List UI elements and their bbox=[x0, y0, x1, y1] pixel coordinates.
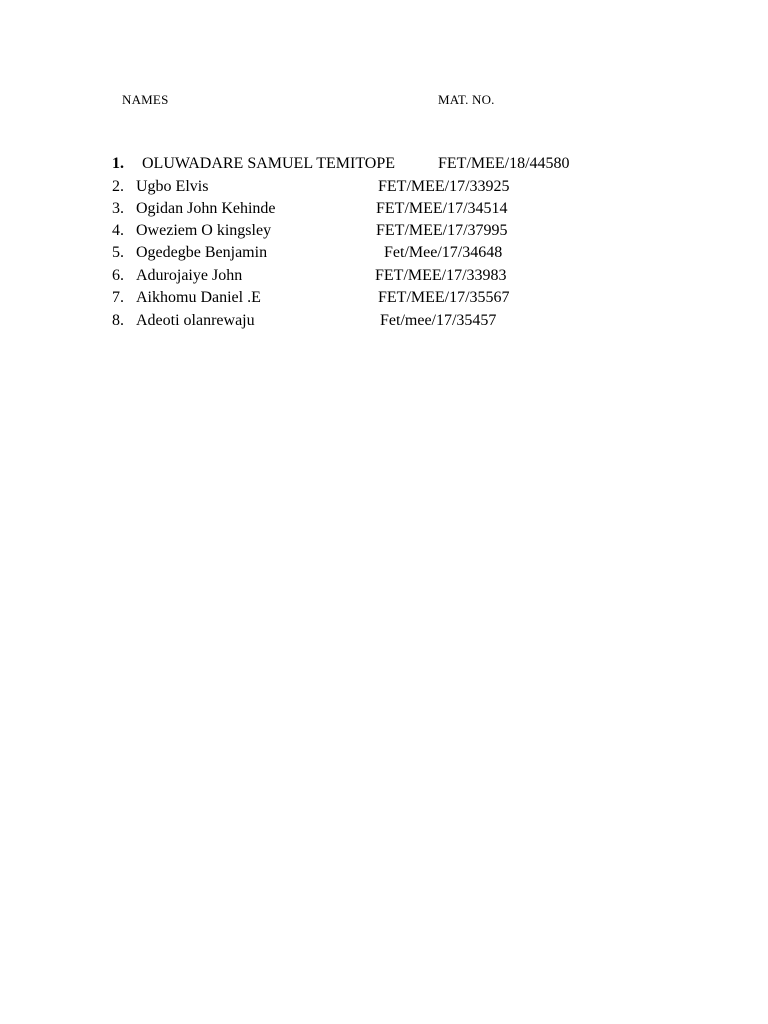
list-item-name: Adurojaiye John bbox=[136, 267, 243, 284]
mat-no-header: MAT. NO. bbox=[438, 92, 495, 107]
list-item-mat-no: FET/MEE/17/33925 bbox=[378, 178, 510, 195]
list-item-number: 6. bbox=[112, 267, 124, 284]
list-item-number: 1. bbox=[112, 155, 124, 172]
list-item-mat-no: Fet/Mee/17/34648 bbox=[384, 244, 503, 261]
list-item-mat-no: Fet/mee/17/35457 bbox=[380, 312, 497, 329]
list-item-mat-no: FET/MEE/17/34514 bbox=[376, 200, 508, 217]
list-item-number: 3. bbox=[112, 200, 124, 217]
names-header: NAMES bbox=[122, 92, 169, 107]
list-item-number: 7. bbox=[112, 289, 124, 306]
list-item-mat-no: FET/MEE/18/44580 bbox=[438, 155, 570, 172]
list-item-name: Adeoti olanrewaju bbox=[136, 312, 255, 329]
list-item-number: 8. bbox=[112, 312, 124, 329]
list-item-number: 5. bbox=[112, 244, 124, 261]
list-item-name: Oweziem O kingsley bbox=[136, 222, 272, 239]
list-item-mat-no: FET/MEE/17/37995 bbox=[376, 222, 508, 239]
list-item-number: 4. bbox=[112, 222, 124, 239]
list-item-mat-no: FET/MEE/17/35567 bbox=[378, 289, 510, 306]
list-item-name: Ogedegbe Benjamin bbox=[136, 244, 268, 261]
list-item-mat-no: FET/MEE/17/33983 bbox=[375, 267, 507, 284]
list-item-name: Ugbo Elvis bbox=[136, 178, 209, 195]
list-item-name: Aikhomu Daniel .E bbox=[136, 289, 261, 306]
list-item-number: 2. bbox=[112, 178, 124, 195]
list-item-name: OLUWADARE SAMUEL TEMITOPE bbox=[142, 155, 396, 172]
list-item-name: Ogidan John Kehinde bbox=[136, 200, 276, 217]
